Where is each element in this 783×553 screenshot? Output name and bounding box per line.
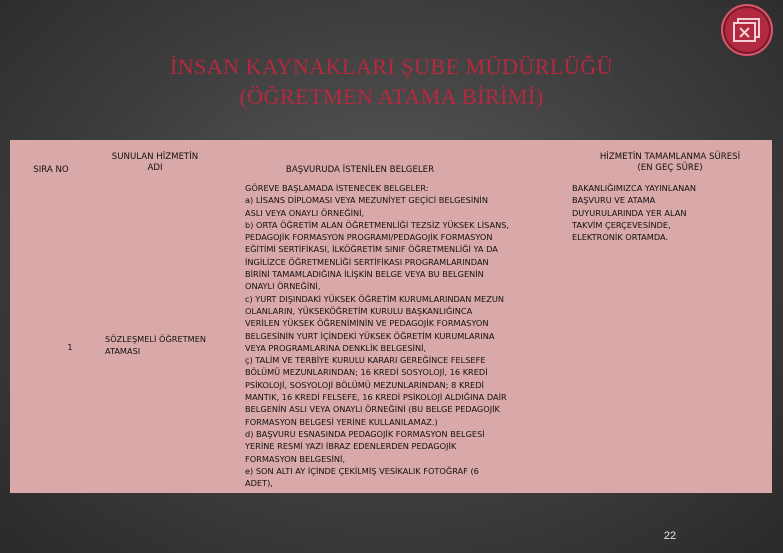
belgeler-line: FORMASYON BELGESİNİ, bbox=[245, 453, 346, 464]
belgeler-line: EĞİTİMİ SERTİFİKASI, İLKÖĞRETİM SINIF ÖĞRETMENLİĞİ YA DA bbox=[245, 244, 498, 255]
header-sira-no: SIRA NO bbox=[33, 165, 69, 175]
belgeler-line: ONAYLI ÖRNEĞİNİ, bbox=[245, 281, 321, 292]
belgeler-line: PEDAGOJİK FORMASYON PROGRAMI/PEDAGOJİK FORMASYON bbox=[245, 232, 493, 243]
belgeler-line: VERİLEN YÜKSEK ÖĞRENİMİNİN VE PEDAGOJİK FORMASYON bbox=[245, 318, 489, 329]
header-belgeler: BAŞVURUDA İSTENİLEN BELGELER bbox=[285, 165, 435, 175]
row-hizmet-adi bbox=[105, 333, 235, 358]
header-sure bbox=[565, 152, 775, 174]
belgeler-line: OLANLARIN, YÜKSEKÖĞRETİM KURULU BAŞKANLIĞINCA bbox=[245, 305, 473, 316]
belgeler-line: BÖLÜMÜ MEZUNLARINDAN; 16 KREDİ SOSYOLOJİ, 16 KREDİ bbox=[245, 367, 488, 378]
row-sira-no: 1 bbox=[67, 342, 73, 352]
header-hizmet-line-2: ADI bbox=[147, 163, 163, 173]
header-hizmet-line-1: SUNULAN HİZMETİN bbox=[111, 152, 199, 162]
belgeler-line: d) BAŞVURU ESNASINDA PEDAGOJİK FORMASYON BELGESİ bbox=[245, 428, 485, 439]
belgeler-line: a) LİSANS DİPLOMASI VEYA MEZUNİYET GEÇİCİ BELGESİNİN bbox=[245, 195, 488, 206]
page-title bbox=[0, 52, 783, 112]
row-belgeler-list bbox=[245, 182, 565, 489]
belgeler-line: GÖREVE BAŞLAMADA İSTENECEK BELGELER: bbox=[245, 183, 429, 193]
belgeler-line: PSİKOLOJİ, SOSYOLOJİ BÖLÜMÜ MEZUNLARINDAN; 8 KREDİ bbox=[245, 379, 484, 390]
belgeler-line: e) SON ALTI AY İÇİNDE ÇEKİLMİŞ VESİKALIK FOTOĞRAF (6 bbox=[245, 465, 479, 476]
sure-line: TAKVİM ÇERÇEVESİNDE, bbox=[572, 219, 671, 230]
belgeler-line: İNGİLİZCE ÖĞRETMENLİĞİ SERTİFİKASI PROGRAMLARINDAN bbox=[245, 256, 489, 267]
belgeler-line: FORMASYON BELGESİ YERİNE KULLANILAMAZ.) bbox=[245, 416, 438, 427]
page-number: 22 bbox=[663, 530, 677, 542]
sure-line: BAŞVURU VE ATAMA bbox=[572, 195, 656, 206]
belgeler-line: ADET), bbox=[245, 478, 273, 489]
presentation-logo-icon bbox=[721, 4, 773, 56]
sure-line: ELEKTRONİK ORTAMDA. bbox=[572, 232, 669, 243]
header-sure-line-2: (EN GEÇ SÜRE) bbox=[637, 163, 703, 173]
belgeler-line: BİRİNİ TAMAMLADIĞINA İLİŞKİN BELGE VEYA BU BELGENİN bbox=[245, 269, 484, 280]
title-line-2: (ÖĞRETMEN ATAMA BİRİMİ) bbox=[239, 84, 544, 109]
belgeler-line: BELGESİNİN YURT İÇİNDEKİ YÜKSEK ÖĞRETİM KURUMLARINA bbox=[245, 330, 495, 341]
header-hizmet-adi bbox=[100, 152, 210, 174]
belgeler-line: ç) TALİM VE TERBİYE KURULU KARARI GEREĞİNCE FELSEFE bbox=[245, 355, 486, 366]
title-line-1: İNSAN KAYNAKLARI ŞUBE MÜDÜRLÜĞÜ bbox=[169, 54, 614, 79]
belgeler-line: YERİNE RESMİ YAZI İBRAZ EDENLERDEN PEDAGOJİK bbox=[245, 441, 457, 452]
row-hizmet-line-2: ATAMASI bbox=[105, 346, 141, 357]
belgeler-line: c) YURT DIŞINDAKİ YÜKSEK ÖĞRETİM KURUMLARINDAN MEZUN bbox=[245, 293, 504, 304]
row-hizmet-line-1: SÖZLEŞMELİ ÖĞRETMEN bbox=[105, 334, 207, 344]
belgeler-line: b) ORTA ÖĞRETİM ALAN ÖĞRETMENLİĞİ TEZSİZ YÜKSEK LİSANS, bbox=[245, 219, 510, 230]
belgeler-line: BELGENİN ASLI VEYA ONAYLI ÖRNEĞİNİ (BU BELGE PEDAGOJİK bbox=[245, 404, 500, 415]
row-sure-list bbox=[572, 182, 762, 243]
belgeler-line: VEYA PROGRAMLARINA DENKLİK BELGESİNİ, bbox=[245, 342, 427, 353]
belgeler-line: MANTIK, 16 KREDİ FELSEFE, 16 KREDİ PSİKOLOJİ ALDIĞINA DAİR bbox=[245, 392, 507, 403]
sure-line: DUYURULARINDA YER ALAN bbox=[572, 207, 687, 218]
header-sure-line-1: HİZMETİN TAMAMLANMA SÜRESİ bbox=[599, 152, 741, 162]
belgeler-line: ASLI VEYA ONAYLI ÖRNEĞİNİ, bbox=[245, 207, 365, 218]
sure-line: BAKANLIĞIMIZCA YAYINLANAN bbox=[572, 183, 696, 193]
